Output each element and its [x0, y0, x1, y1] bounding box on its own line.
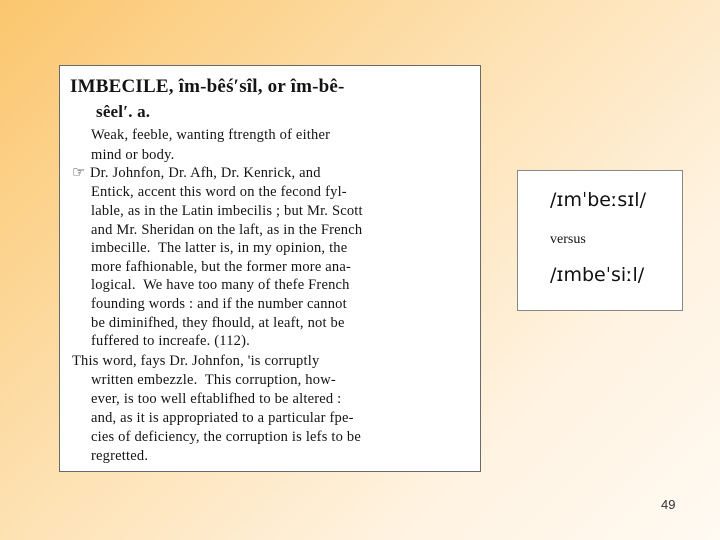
entry-text-line: regretted.	[91, 448, 149, 464]
entry-text-line: ever, is too well eftablifhed to be altered :	[91, 391, 342, 407]
dictionary-entry-scan	[59, 65, 481, 472]
entry-text-line: Dr. Johnfon, Dr. Afh, Dr. Kenrick, and	[90, 165, 321, 181]
versus-label: versus	[550, 232, 586, 247]
entry-text-line: mind or body.	[91, 147, 175, 163]
pronunciation-comparison-box	[517, 170, 683, 311]
entry-text-line: be diminifhed, they fhould, at leaft, not be	[91, 315, 345, 331]
entry-text-line: more fafhionable, but the former more ana-	[91, 259, 352, 275]
entry-text-line: cies of deficiency, the corruption is lefs to be	[91, 429, 361, 445]
pointing-hand-icon: ☞	[72, 165, 86, 181]
entry-text-line: imbecille. The latter is, in my opinion, the	[91, 240, 348, 256]
entry-text-line: logical. We have too many of thefe French	[91, 277, 350, 293]
entry-text-line: written embezzle. This corruption, how-	[91, 372, 336, 388]
entry-text-line: founding words : and if the number cannot	[91, 296, 347, 312]
slide-page-number: 49	[661, 497, 676, 512]
entry-text-line: This word, fays Dr. Johnfon, 'is corruptly	[72, 353, 320, 369]
ipa-transcription-first: /ɪmˈbeːsɪl/	[550, 189, 646, 211]
entry-text-line: Weak, feeble, wanting ftrength of either	[91, 127, 331, 143]
entry-headword-line: IMBECILE, îm-bêś′sîl, or îm-bê-	[70, 76, 345, 97]
entry-text-line: and Mr. Sheridan on the laft, as in the French	[91, 222, 363, 238]
entry-pronunciation-line: sêel′. a.	[96, 102, 151, 121]
entry-text-line: lable, as in the Latin imbecilis ; but Mr. Scott	[91, 203, 363, 219]
entry-text-line: Entick, accent this word on the fecond fyl-	[91, 184, 347, 200]
entry-text-line: and, as it is appropriated to a particular fpe-	[91, 410, 354, 426]
entry-text-line: fuffered to increafe. (112).	[91, 333, 250, 349]
ipa-transcription-second: /ɪmbeˈsiːl/	[550, 264, 645, 286]
